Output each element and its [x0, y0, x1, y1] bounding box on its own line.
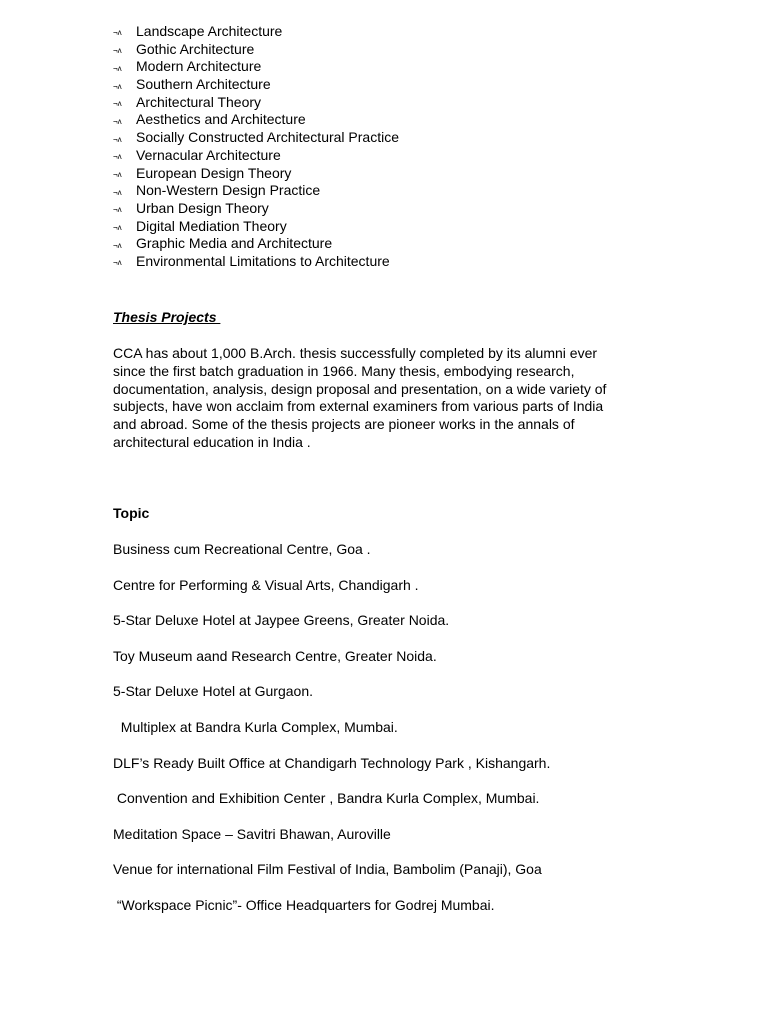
subject-list [113, 23, 399, 271]
subject-label: Vernacular Architecture [136, 146, 281, 163]
topic-list [113, 540, 550, 932]
subject-item [113, 129, 399, 147]
subject-label: Aesthetics and Architecture [136, 111, 306, 128]
subject-label: Graphic Media and Architecture [136, 235, 333, 252]
paragraph-line: architectural education in India . [113, 433, 311, 450]
subject-label: Digital Mediation Theory [136, 217, 287, 234]
topic-item: Meditation Space – Savitri Bhawan, Auroville [113, 825, 391, 842]
topic-item: Venue for international Film Festival of India, Bambolim (Panaji), Goa [113, 861, 542, 878]
subject-label: European Design Theory [136, 164, 292, 181]
topic-item: Convention and Exhibition Center , Bandra Kurla Complex, Mumbai. [113, 790, 540, 807]
subject-item [113, 218, 399, 236]
bullet-icon: ¬ʌ [113, 152, 122, 162]
paragraph-line: subjects, have won acclaim from external examiners from various parts of India [113, 398, 604, 415]
bullet-icon: ¬ʌ [113, 81, 122, 91]
subject-label: Southern Architecture [136, 76, 271, 93]
bullet-icon: ¬ʌ [113, 205, 122, 215]
subject-item [113, 58, 399, 76]
subject-item [113, 147, 399, 165]
bullet-icon: ¬ʌ [113, 63, 122, 73]
paragraph-line: since the first batch graduation in 1966. Many thesis, embodying research, [113, 362, 575, 379]
paragraph-line: CCA has about 1,000 B.Arch. thesis successfully completed by its alumni ever [113, 345, 598, 361]
topic-item: 5-Star Deluxe Hotel at Jaypee Greens, Greater Noida. [113, 612, 450, 629]
bullet-icon: ¬ʌ [113, 116, 122, 126]
topic-item: Multiplex at Bandra Kurla Complex, Mumbai. [113, 718, 398, 735]
subject-label: Modern Architecture [136, 58, 262, 75]
topic-item: DLF’s Ready Built Office at Chandigarh Technology Park , Kishangarh. [113, 754, 551, 771]
bullet-icon: ¬ʌ [113, 46, 122, 56]
subject-label: Environmental Limitations to Architecture [136, 252, 390, 269]
topic-item: “Workspace Picnic”- Office Headquarters for Godrej Mumbai. [113, 896, 495, 913]
subject-label: Gothic Architecture [136, 40, 255, 57]
subject-label: Landscape Architecture [136, 23, 283, 39]
subject-item [113, 23, 399, 41]
subject-label: Socially Constructed Architectural Practice [136, 129, 399, 146]
paragraph-line: documentation, analysis, design proposal and presentation, on a wide variety of [113, 380, 607, 397]
topic-item: Toy Museum aand Research Centre, Greater Noida. [113, 647, 437, 664]
topic-item: Centre for Performing & Visual Arts, Chandigarh . [113, 576, 419, 593]
subject-item [113, 165, 399, 183]
bullet-icon: ¬ʌ [113, 169, 122, 179]
subject-item [113, 182, 399, 200]
paragraph-line: and abroad. Some of the thesis projects are pioneer works in the annals of [113, 416, 575, 433]
bullet-icon: ¬ʌ [113, 187, 122, 197]
topic-item: 5-Star Deluxe Hotel at Gurgaon. [113, 683, 313, 700]
subject-item [113, 41, 399, 59]
bullet-icon: ¬ʌ [113, 134, 122, 144]
subject-label: Non-Western Design Practice [136, 182, 321, 199]
subject-item [113, 200, 399, 218]
subject-label: Urban Design Theory [136, 199, 269, 216]
thesis-intro-paragraph [113, 345, 653, 452]
topic-heading: Topic [113, 505, 150, 521]
subject-item [113, 235, 399, 253]
subject-label: Architectural Theory [136, 93, 262, 110]
bullet-icon: ¬ʌ [113, 240, 122, 250]
bullet-icon: ¬ʌ [113, 223, 122, 232]
subject-item [113, 111, 399, 129]
bullet-icon: ¬ʌ [113, 258, 122, 268]
subject-item [113, 94, 399, 112]
bullet-icon: ¬ʌ [113, 28, 122, 38]
subject-item [113, 253, 399, 271]
subject-item [113, 76, 399, 94]
topic-item: Business cum Recreational Centre, Goa . [113, 541, 371, 557]
bullet-icon: ¬ʌ [113, 99, 122, 109]
thesis-projects-heading: Thesis Projects [113, 309, 221, 325]
